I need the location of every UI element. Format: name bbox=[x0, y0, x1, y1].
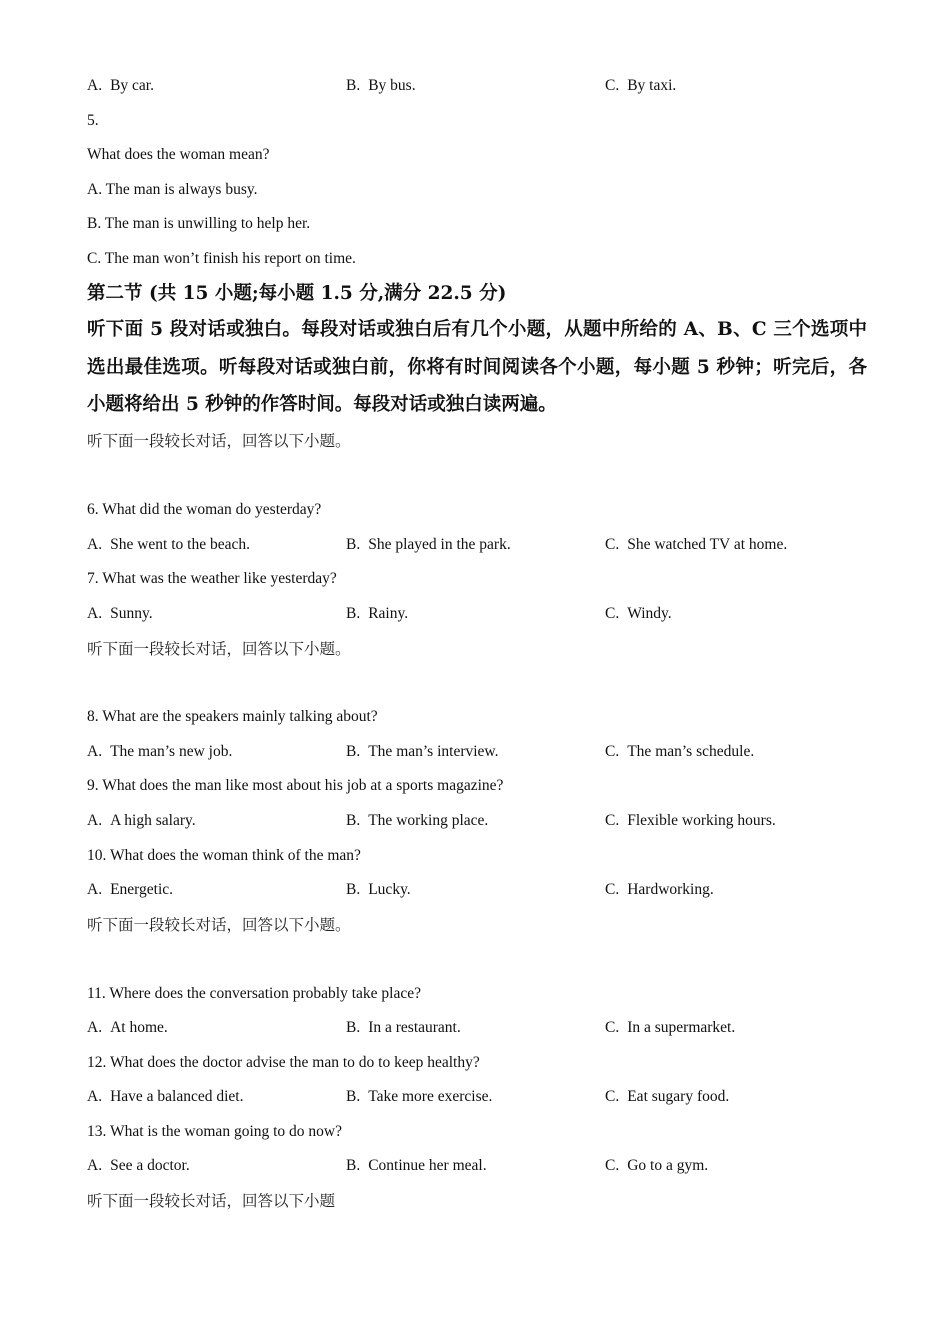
q7-option-b: B. Rainy. bbox=[346, 605, 409, 622]
q8-options bbox=[87, 742, 887, 762]
q13-option-c: C. Go to a gym. bbox=[605, 1157, 709, 1174]
q7-options bbox=[87, 604, 887, 624]
q7-option-c: C. Windy. bbox=[605, 605, 672, 622]
q5-option-b: B. The man is unwilling to help her. bbox=[87, 215, 311, 232]
q4-option-b: B. By bus. bbox=[346, 77, 416, 94]
q6-option-c: C. She watched TV at home. bbox=[605, 536, 788, 553]
q12-option-b: B. Take more exercise. bbox=[346, 1088, 493, 1105]
q8-option-a: A. The man’s new job. bbox=[87, 743, 233, 760]
q11-option-a: A. At home. bbox=[87, 1019, 168, 1036]
q6-question: 6. What did the woman do yesterday? bbox=[87, 501, 322, 518]
q10-question: 10. What does the woman think of the man? bbox=[87, 847, 361, 864]
q10-options bbox=[87, 880, 887, 900]
q4-option-c: C. By taxi. bbox=[605, 77, 677, 94]
q9-question: 9. What does the man like most about his job at a sports magazine? bbox=[87, 777, 504, 794]
q5-number: 5. bbox=[87, 112, 99, 129]
q10-option-b: B. Lucky. bbox=[346, 881, 411, 898]
q9-option-a: A. A high salary. bbox=[87, 812, 196, 829]
dialogue-note: 听下面一段较长对话，回答以下小题 bbox=[87, 1192, 336, 1210]
q12-options bbox=[87, 1087, 887, 1107]
q12-option-c: C. Eat sugary food. bbox=[605, 1088, 730, 1105]
q9-option-c: C. Flexible working hours. bbox=[605, 812, 776, 829]
section-instructions: 听下面 5 段对话或独白。每段对话或独白后有几个小题，从题中所给的 A、B、C 三个选项中选出最佳选项。听每段对话或独白前，你将有时间阅读各个小题，每小题 5 秒钟；听完后，各小题将给出 5 秒钟的作答时间。每段对话或独白读两遍。 bbox=[87, 319, 867, 415]
q5-option-a: A. The man is always busy. bbox=[87, 181, 258, 198]
dialogue-note: 听下面一段较长对话，回答以下小题。 bbox=[87, 640, 351, 658]
q13-option-b: B. Continue her meal. bbox=[346, 1157, 487, 1174]
section-heading: 第二节 (共 15 小题;每小题 1.5 分,满分 22.5 分) bbox=[87, 283, 507, 304]
q7-question: 7. What was the weather like yesterday? bbox=[87, 570, 337, 587]
q13-options bbox=[87, 1156, 887, 1176]
q11-options bbox=[87, 1018, 887, 1038]
q8-option-c: C. The man’s schedule. bbox=[605, 743, 755, 760]
q6-option-b: B. She played in the park. bbox=[346, 536, 511, 553]
q7-option-a: A. Sunny. bbox=[87, 605, 153, 622]
q10-option-c: C. Hardworking. bbox=[605, 881, 714, 898]
q9-option-b: B. The working place. bbox=[346, 812, 489, 829]
q11-question: 11. Where does the conversation probably take place? bbox=[87, 985, 421, 1002]
q11-option-b: B. In a restaurant. bbox=[346, 1019, 461, 1036]
q13-question: 13. What is the woman going to do now? bbox=[87, 1123, 343, 1140]
q8-question: 8. What are the speakers mainly talking about? bbox=[87, 708, 378, 725]
dialogue-note: 听下面一段较长对话，回答以下小题。 bbox=[87, 432, 351, 450]
q9-options bbox=[87, 811, 887, 831]
q8-option-b: B. The man’s interview. bbox=[346, 743, 499, 760]
q6-option-a: A. She went to the beach. bbox=[87, 536, 250, 553]
q4-option-a: A. By car. bbox=[87, 77, 154, 94]
q13-option-a: A. See a doctor. bbox=[87, 1157, 190, 1174]
q12-question: 12. What does the doctor advise the man to do to keep healthy? bbox=[87, 1054, 480, 1071]
q4-options bbox=[87, 76, 887, 96]
q5-option-c: C. The man won’t finish his report on time. bbox=[87, 250, 356, 267]
dialogue-note: 听下面一段较长对话，回答以下小题。 bbox=[87, 916, 351, 934]
q10-option-a: A. Energetic. bbox=[87, 881, 174, 898]
q5-question: What does the woman mean? bbox=[87, 146, 270, 163]
q6-options bbox=[87, 535, 887, 555]
q11-option-c: C. In a supermarket. bbox=[605, 1019, 736, 1036]
q12-option-a: A. Have a balanced diet. bbox=[87, 1088, 244, 1105]
